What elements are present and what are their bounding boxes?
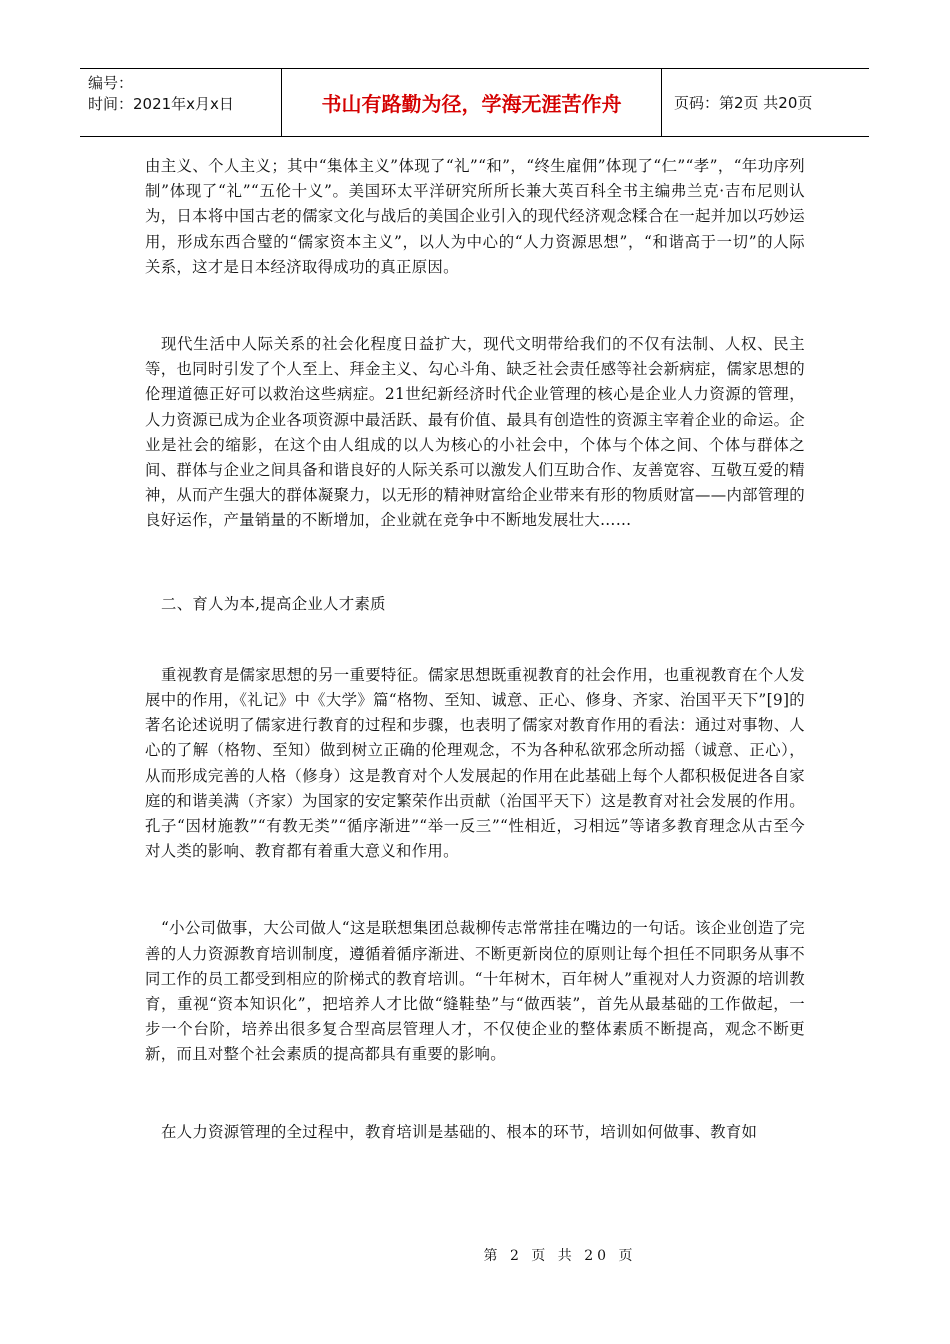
paragraph-4: “小公司做事，大公司做人“这是联想集团总裁柳传志常常挂在嘴边的一句话。该企业创造了完善的人力资源教育培训制度，遵循着循序渐进、不断更新岗位的原则让每个担任不同职务从事不同工作的员工都受到相应的阶梯式的教育培训。“十年树木，百年树人”重视对人力资源的培训教育，重视“资本知识化”，把培养人才比做“缝鞋垫”与“做西装”，首先从最基础的工作做起，一步一个台阶，培养出很多复合型高层管理人才，不仅使企业的整体素质不断提高，观念不断更新，而且对整个社会素质的提高都具有重要的影响。 [145,919,805,1064]
document-body [145,150,805,1145]
document-date: 时间：2021年x月x日 [88,95,234,113]
header-meta [80,69,282,136]
section-heading: 二、育人为本,提高企业人才素质 [161,594,386,613]
document-id-label: 编号： [88,74,134,92]
paragraph-1: 由主义、个人主义；其中“集体主义”体现了“礼”“和”，“终生雇佣”体现了“仁”“孝”，“年功序列制”体现了“礼”“五伦十义”。美国环太平洋研究所所长兼大英百科全书主编弗兰克·吉布尼则认为，日本将中国古老的儒家文化与战后的美国企业引入的现代经济观念糅合在一起并加以巧妙运用，形成东西合璧的“儒家资本主义”，以人为中心的“人力资源思想”，“和谐高于一切”的人际关系，这才是日本经济取得成功的真正原因。 [145,157,805,276]
page-footer: 第 2 页 共 20 页 [483,1248,637,1264]
paragraph-3: 重视教育是儒家思想的另一重要特征。儒家思想既重视教育的社会作用，也重视教育在个人发展中的作用，《礼记》中《大学》篇“格物、至知、诚意、正心、修身、齐家、治国平天下”[9]的著名论述说明了儒家进行教育的过程和步骤，也表明了儒家对教育作用的看法：通过对事物、人心的了解（格物、至知）做到树立正确的伦理观念，不为各种私欲邪念所动摇（诚意、正心），从而形成完善的人格（修身）这是教育对个人发展起的作用在此基础上每个人都积极促进各自家庭的和谐美满（齐家）为国家的安定繁荣作出贡献（治国平天下）这是教育对社会发展的作用。孔子“因材施教”“有教无类”“循序渐进”“举一反三”“性相近，习相远”等诸多教育理念从古至今对人类的影响、教育都有着重大意义和作用。 [145,665,805,861]
paragraph-5: 在人力资源管理的全过程中，教育培训是基础的、根本的环节，培训如何做事、教育如 [161,1122,758,1141]
header-page-info: 页码：第2页 共20页 [674,94,813,112]
paragraph-2: 现代生活中人际关系的社会化程度日益扩大，现代文明带给我们的不仅有法制、人权、民主等，也同时引发了个人至上、拜金主义、勾心斗角、缺乏社会责任感等社会新病症，儒家思想的伦理道德正好可以救治这些病症。21世纪新经济时代企业管理的核心是企业人力资源的管理，人力资源已成为企业各项资源中最活跃、最有价值、最具有创造性的资源主宰着企业的命运。企业是社会的缩影，在这个由人组成的以人为核心的小社会中，个体与个体之间、个体与群体之间、群体与企业之间具备和谐良好的人际关系可以激发人们互助合作、友善宽容、互敬互爱的精神，从而产生强大的群体凝聚力，以无形的精神财富给企业带来有形的物质财富——内部管理的良好运作，产量销量的不断增加，企业就在竞争中不断地发展壮大…… [145,335,805,530]
page-header [80,68,869,137]
header-motto: 书山有路勤为径，学海无涯苦作舟 [282,69,662,136]
